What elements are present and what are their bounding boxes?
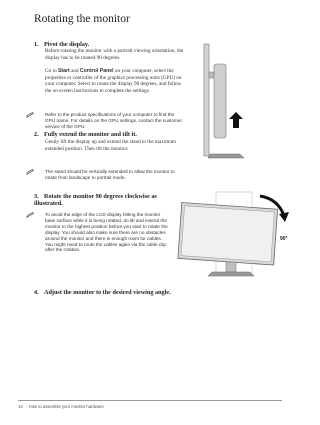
note-pencil-icon [26, 112, 34, 118]
step-1-heading [34, 41, 89, 48]
note-3: To avoid the edge of the LCD display hitting the monitor base surface while it is being rotated, do tilt and extend the monitor to the highest position before you start to rotate the display. You should also make sure there are no obstacles around the monitor and there is enough room for cables. You might need to route the cables again via the cable clip after the rotation. [45, 212, 168, 253]
step-3-heading [34, 193, 159, 208]
monitor-side-view-illustration [198, 42, 250, 160]
para2-and: and [69, 68, 80, 74]
note-pencil-icon-3 [26, 212, 34, 218]
step-1-number: 1. [34, 41, 39, 48]
footer [18, 404, 110, 409]
monitor-rotation-illustration [176, 190, 292, 280]
page-title: Rotating the monitor [34, 13, 130, 25]
step-1-title: Pivot the display. [44, 41, 90, 48]
step-3-number: 3. [34, 193, 39, 200]
step-1-paragraph-1: Before rotating the monitor with a portrait viewing orientation, the display has to be rotated 90 degrees. [45, 48, 184, 61]
up-arrow-icon [229, 112, 243, 128]
note-1: Refer to the product specifications of your computer to find the GPU name. For details on the GPU settings, contact the customer service of the GPU. [45, 112, 183, 129]
footer-text: How to assemble your monitor hardware [28, 404, 104, 409]
step-3-title: Rotate the monitor 90 degrees clockwise as illustrated. [34, 193, 157, 208]
page-number: 14 [18, 404, 23, 409]
start-term: Start [57, 68, 70, 74]
rotation-angle-label: 90° [280, 236, 288, 242]
step-1-paragraph-2 [45, 68, 187, 94]
para2-pre: Go to [45, 68, 58, 74]
step-2-paragraph: Gently lift the display up and extend the stand to the maximum extended position. Then tilt the monitor. [45, 139, 176, 152]
step-4-title: Adjust the monitor to the desired viewing angle. [44, 289, 171, 296]
step-2-title: Fully extend the monitor and tilt it. [44, 131, 137, 138]
step-2-number: 2. [34, 131, 39, 138]
step-4-number: 4. [34, 289, 39, 296]
note-pencil-icon-2 [26, 169, 34, 175]
note-2: The stand should be vertically extended to allow the monitor to rotate from landscape to portrait mode. [45, 169, 175, 180]
control-panel-term: Control Panel [79, 68, 114, 74]
footer-rule [18, 400, 282, 401]
step-4-heading [34, 289, 171, 296]
step-2-heading [34, 131, 137, 138]
para2-post: on your computer, select the properties or controller of the graphics processing units (GPU) on your computer. Select to rotate the display 90 degrees, and follow the on-screen instructions to complete the settings. [45, 68, 182, 94]
